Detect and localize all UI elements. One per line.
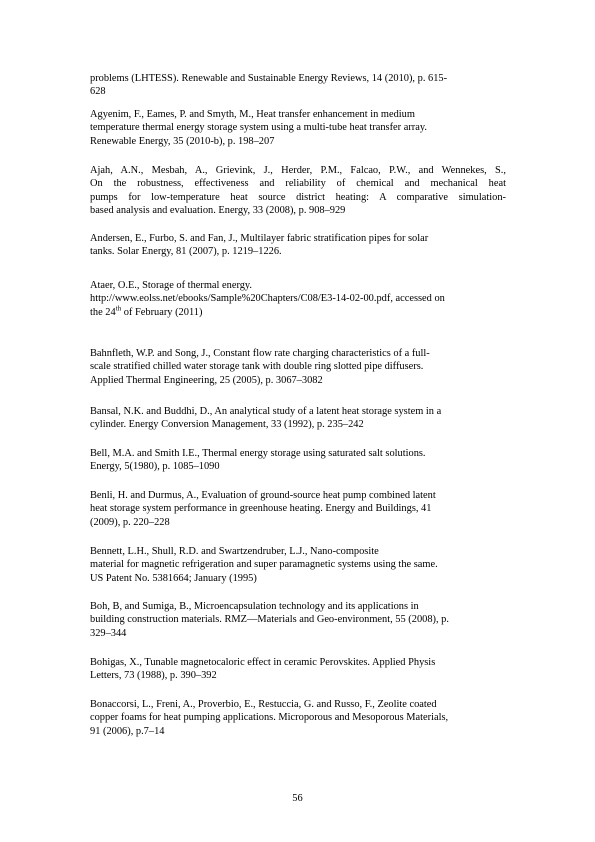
- reference-line: Agyenim, F., Eames, P. and Smyth, M., Heat transfer enhancement in medium: [90, 109, 415, 120]
- reference-line: Applied Thermal Engineering, 25 (2005), p. 3067–3082: [90, 374, 323, 386]
- reference-entry: [90, 347, 506, 387]
- reference-line: tanks. Solar Energy, 81 (2007), p. 1219–1226.: [90, 246, 282, 258]
- reference-entry: [90, 600, 506, 640]
- reference-entry: [90, 545, 506, 585]
- reference-entry: [90, 164, 506, 218]
- page-number: 56: [292, 793, 303, 804]
- reference-line: (2009), p. 220–228: [90, 516, 170, 528]
- reference-line: problems (LHTESS). Renewable and Sustainable Energy Reviews, 14 (2010), p. 615-: [90, 73, 448, 84]
- reference-line: Ajah, A.N., Mesbah, A., Grievink, J., Herder, P.M., Falcao, P.W., and Wennekes, S.,: [90, 165, 506, 176]
- reference-text: of February (2011): [121, 306, 203, 318]
- reference-line: [90, 306, 506, 319]
- reference-entry: [90, 698, 506, 738]
- reference-entry: [90, 405, 506, 432]
- reference-line: temperature thermal energy storage system using a multi-tube heat transfer array.: [90, 122, 427, 134]
- reference-entry: [90, 447, 506, 474]
- reference-line: 91 (2006), p.7–14: [90, 725, 165, 737]
- reference-line: scale stratified chilled water storage tank with double ring slotted pipe diffusers.: [90, 361, 424, 373]
- reference-line: Bell, M.A. and Smith I.E., Thermal energy storage using saturated salt solutions.: [90, 448, 426, 459]
- reference-line: Andersen, E., Furbo, S. and Fan, J., Multilayer fabric stratification pipes for solar: [90, 233, 429, 244]
- reference-line: material for magnetic refrigeration and super paramagnetic systems using the same.: [90, 559, 438, 571]
- reference-line: Bahnfleth, W.P. and Song, J., Constant flow rate charging characteristics of a full-: [90, 348, 430, 359]
- reference-entry: [90, 489, 506, 529]
- reference-text: the 24: [90, 306, 116, 318]
- superscript: th: [115, 304, 122, 313]
- reference-line: Ataer, O.E., Storage of thermal energy.: [90, 280, 253, 291]
- reference-line: heat storage system performance in greenhouse heating. Energy and Buildings, 41: [90, 503, 432, 515]
- reference-line: http://www.eolss.net/ebooks/Sample%20Chapters/C08/E3-14-02-00.pdf, accessed on: [90, 293, 445, 305]
- reference-line: Benli, H. and Durmus, A., Evaluation of ground-source heat pump combined latent: [90, 490, 436, 501]
- reference-entry: [90, 232, 506, 259]
- reference-line: copper foams for heat pumping applications. Microporous and Mesoporous Materials,: [90, 712, 449, 724]
- reference-entry: [90, 72, 506, 99]
- reference-entry: [90, 108, 506, 148]
- reference-line: 628: [90, 86, 106, 98]
- reference-line: Boh, B, and Sumiga, B., Microencapsulation technology and its applications in: [90, 601, 419, 612]
- reference-line: Bansal, N.K. and Buddhi, D., An analytical study of a latent heat storage system in a: [90, 406, 442, 417]
- reference-line: building construction materials. RMZ—Materials and Geo-environment, 55 (2008), p.: [90, 614, 449, 626]
- reference-line: Energy, 5(1980), p. 1085–1090: [90, 461, 220, 473]
- reference-line: Renewable Energy, 35 (2010-b), p. 198–207: [90, 135, 275, 147]
- reference-line: pumps for low-temperature heat source district heating: A comparative simulation-: [90, 191, 506, 203]
- reference-line: Letters, 73 (1988), p. 390–392: [90, 670, 217, 682]
- reference-line: Bennett, L.H., Shull, R.D. and Swartzendruber, L.J., Nano-composite: [90, 546, 379, 557]
- reference-line: based analysis and evaluation. Energy, 33 (2008), p. 908–929: [90, 205, 346, 217]
- reference-entry: [90, 279, 506, 319]
- reference-line: US Patent No. 5381664; January (1995): [90, 572, 257, 584]
- reference-line: 329–344: [90, 627, 127, 639]
- reference-line: Bonaccorsi, L., Freni, A., Proverbio, E., Restuccia, G. and Russo, F., Zeolite coated: [90, 699, 437, 710]
- reference-line: Bohigas, X., Tunable magnetocaloric effect in ceramic Perovskites. Applied Physis: [90, 657, 436, 668]
- reference-entry: [90, 656, 506, 683]
- reference-line: On the robustness, effectiveness and reliability of chemical and mechanical heat: [90, 178, 506, 190]
- reference-line: cylinder. Energy Conversion Management, 33 (1992), p. 235–242: [90, 419, 364, 431]
